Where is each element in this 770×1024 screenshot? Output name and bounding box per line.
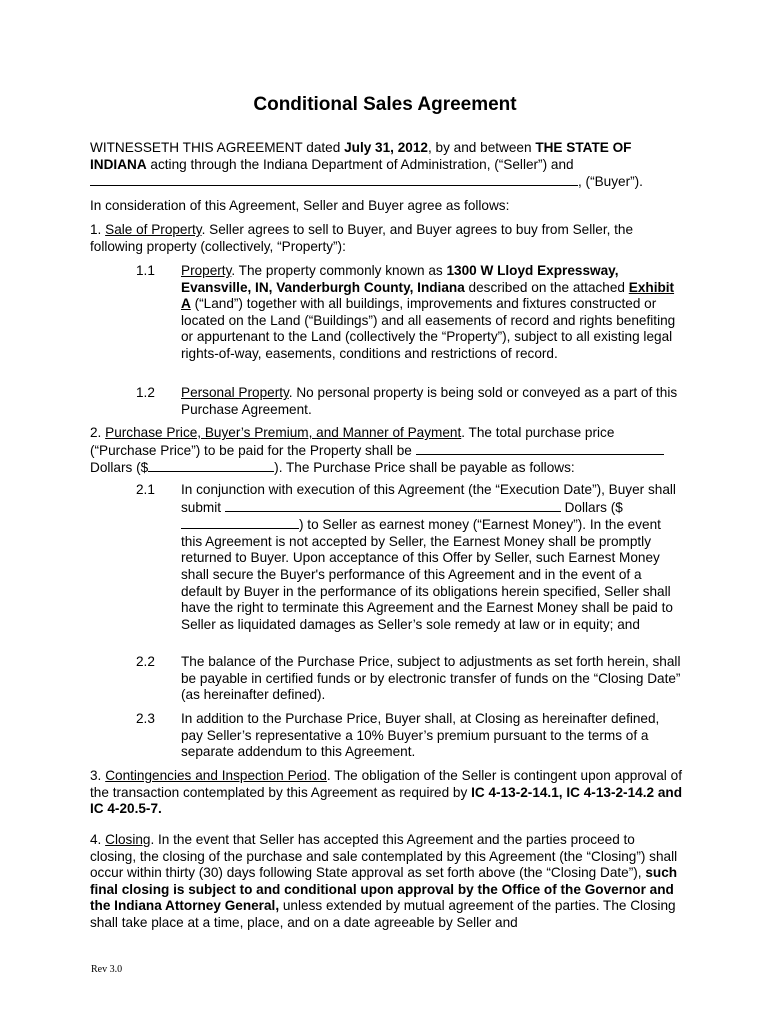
- section-4-closing: [90, 832, 682, 932]
- item-text-2: described on the attached: [464, 279, 629, 295]
- statute-references: IC 4-13-2-14.1, IC 4-13-2-14.2 and IC 4-20.5-7.: [90, 784, 683, 817]
- item-text: [181, 482, 682, 633]
- earnest-money-amount-blank[interactable]: [181, 516, 299, 529]
- section-heading: Sale of Property: [105, 222, 202, 237]
- item-text-3: (“Land”) together with all buildings, improvements and fixtures constructed or located on the Land (“Buildings”) and all easements of record and rights benefiting or appurtenant to the Land (collectively the “Property”), subject to all existing legal rights-of-way, easements, conditions and restrictions of record.: [181, 296, 676, 361]
- closing-condition: such final closing is subject to and conditional upon approval by the Office of the Governor and the Indiana Attorney General,: [90, 865, 678, 914]
- purchase-price-words-blank[interactable]: [416, 442, 664, 455]
- buyer-name-blank[interactable]: [90, 173, 578, 186]
- section-text-2: Dollars ($: [90, 460, 149, 476]
- earnest-money-words-blank[interactable]: [225, 499, 561, 512]
- witness-text-1: WITNESSETH THIS AGREEMENT dated: [90, 140, 345, 155]
- property-address: 1300 W Lloyd Expressway, Evansville, IN, Vanderburgh County, Indiana: [181, 263, 619, 295]
- section-number: 2.: [90, 425, 106, 440]
- item-number: 2.1: [136, 482, 155, 497]
- consideration-paragraph: In consideration of this Agreement, Seller and Buyer agree as follows:: [90, 198, 510, 213]
- item-text-1: In conjunction with execution of this Agreement (the “Execution Date”), Buyer shall submit: [181, 482, 676, 515]
- section-1-2-personal-property: [90, 385, 682, 418]
- item-text-dollars: Dollars: [564, 499, 607, 515]
- agreement-date: July 31, 2012: [344, 140, 428, 155]
- section-2-purchase-price: [90, 425, 682, 477]
- section-text-1: . In the event that Seller has accepted this Agreement and the parties proceed to closing, the closing of the purchase and sale contemplated by this Agreement (the “Closing”) shall occur within thirty (30) days following State approval as set forth above (the “Closing Date”),: [90, 832, 678, 881]
- section-heading: Closing: [105, 832, 151, 847]
- section-2-3-buyers-premium: [90, 711, 682, 761]
- exhibit-a-reference: Exhibit A: [181, 279, 675, 312]
- item-number: 1.2: [136, 385, 155, 400]
- item-heading: Property: [181, 263, 232, 278]
- revision-footer: Rev 3.0: [91, 964, 123, 975]
- section-2-1-earnest-money: [90, 482, 682, 633]
- section-number: 4.: [90, 832, 106, 847]
- item-text-2: ($: [610, 499, 623, 515]
- section-2-2-balance: [90, 654, 682, 704]
- section-1-1-property: [90, 263, 682, 363]
- section-number: 1.: [90, 222, 106, 237]
- section-text-1: . The total purchase price (“Purchase Price”) to be paid for the Property shall be: [90, 425, 615, 458]
- witness-text-2: , by and between: [427, 140, 536, 155]
- item-text: [181, 263, 682, 363]
- item-text: [181, 385, 682, 418]
- item-text: In addition to the Purchase Price, Buyer shall, at Closing as hereinafter defined, pay Seller’s representative a 10% Buyer’s premium pursuant to the terms of a separate addendum to this Agreement.: [181, 711, 660, 760]
- item-number: 1.1: [136, 263, 155, 278]
- section-number: 3.: [90, 768, 106, 783]
- witness-text-3: acting through the Indiana Department of Administration, (“Seller”) and: [146, 156, 574, 172]
- section-heading: Contingencies and Inspection Period: [105, 768, 327, 783]
- item-number: 2.2: [136, 654, 155, 669]
- item-text-1: . The property commonly known as: [231, 263, 447, 278]
- section-heading: Purchase Price, Buyer’s Premium, and Manner of Payment: [105, 425, 462, 440]
- witness-paragraph: [90, 140, 682, 191]
- seller-name: THE STATE OF INDIANA: [90, 140, 632, 172]
- buyer-suffix: , (“Buyer”).: [578, 174, 643, 190]
- item-heading: Personal Property: [181, 385, 289, 400]
- section-text-2: unless extended by mutual agreement of the parties. The Closing shall take place at a time, place, and on a date agreeable by Seller and: [90, 898, 676, 930]
- item-text-3: ) to Seller as earnest money (“Earnest Money”). In the event this Agreement is not accepted by Seller, the Earnest Money shall be promptly returned to Buyer. Upon acceptance of this Offer by Seller, such Earnest Money shall secure the Buyer's performance of this Agreement and in the event of a default by Buyer in the performance of its obligations herein specified, Seller shall have the right to terminate this Agreement and the Earnest Money shall be paid to Seller as liquidated damages as Seller’s sole remedy at law or in equity; and: [181, 517, 673, 632]
- item-number: 2.3: [136, 711, 155, 726]
- section-text: . Seller agrees to sell to Buyer, and Buyer agrees to buy from Seller, the following property (collectively, “Property”):: [90, 222, 634, 254]
- item-text: The balance of the Purchase Price, subject to adjustments as set forth herein, shall be payable in certified funds or by electronic transfer of funds on the “Closing Date” (as hereinafter defined).: [181, 654, 681, 703]
- page-title: Conditional Sales Agreement: [253, 94, 517, 115]
- section-1-sale-of-property: [90, 222, 682, 255]
- purchase-price-amount-blank[interactable]: [148, 459, 274, 472]
- section-text-3: ). The Purchase Price shall be payable as follows:: [274, 460, 575, 476]
- section-text: . The obligation of the Seller is contingent upon approval of the transaction contemplated by this Agreement as required by: [90, 768, 682, 800]
- item-text-1: . No personal property is being sold or conveyed as a part of this Purchase Agreement.: [181, 385, 678, 417]
- section-3-contingencies: [90, 768, 682, 818]
